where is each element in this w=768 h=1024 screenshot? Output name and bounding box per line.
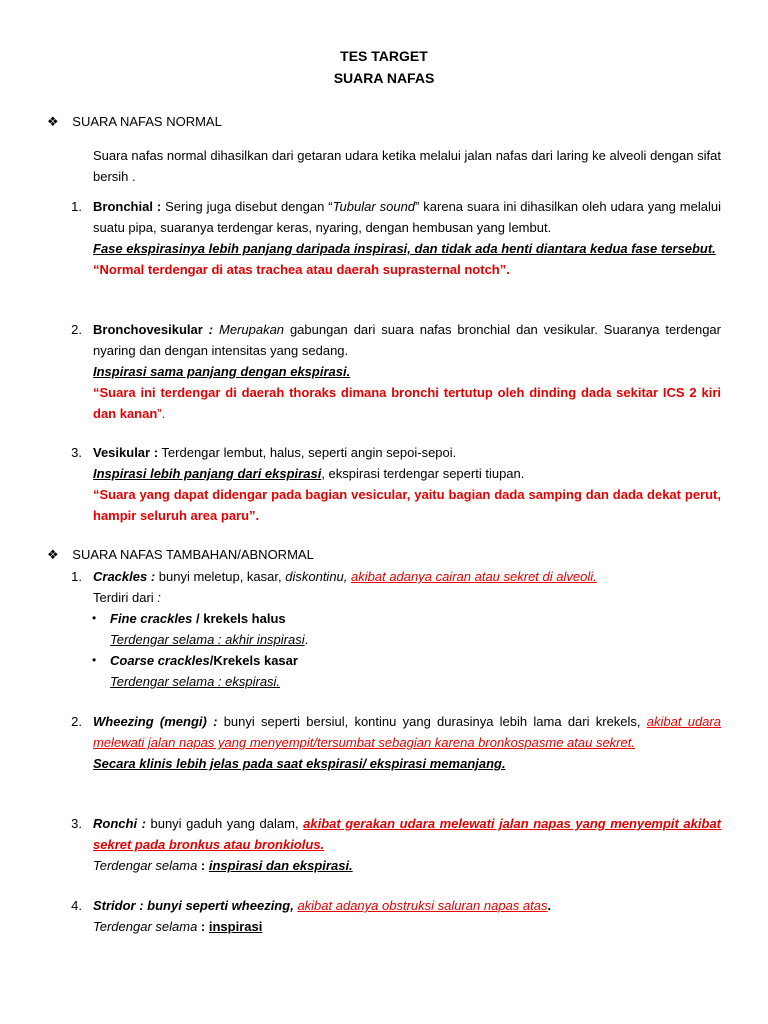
diamond-bullet-icon: ❖ <box>47 547 59 562</box>
list-number: 3. <box>71 445 82 460</box>
diamond-bullet-icon: ❖ <box>47 114 59 129</box>
crackles-description: Crackles : bunyi meletup, kasar, diskontinu, akibat adanya cairan atau sekret di alveoli. <box>93 569 597 584</box>
list-item-ronchi <box>93 813 721 876</box>
term-ronchi: Ronchi : <box>93 816 146 831</box>
subitem-coarse-crackles: Coarse crackles/Krekels kasar Terdengar selama : ekspirasi. <box>110 653 298 689</box>
term-wheezing: Wheezing (mengi) : <box>93 714 218 729</box>
ronchi-description: Ronchi : bunyi gaduh yang dalam, akibat gerakan udara melewati jalan napas yang menyempit akibat sekret pada bronkus atau bronkiolus. <box>93 816 721 852</box>
term-crackles: Crackles : <box>93 569 156 584</box>
stridor-heard: Terdengar selama : inspirasi <box>93 919 263 934</box>
section-heading-normal-label: SUARA NAFAS NORMAL <box>72 114 222 129</box>
bronchial-location: “Normal terdengar di atas trachea atau daerah suprasternal notch”. <box>93 262 510 277</box>
bronchovesikular-description: Bronchovesikular : Merupakan gabungan dari suara nafas bronchial dan vesikular. Suaranya terdengar nyaring dan dengan intensitas yang sedang. <box>93 322 721 358</box>
intro-paragraph: Suara nafas normal dihasilkan dari getaran udara ketika melalui jalan nafas dari laring ke alveoli dengan sifat bersih . <box>93 148 721 184</box>
list-number: 3. <box>71 816 82 831</box>
stridor-description: Stridor : bunyi seperti wheezing, akibat adanya obstruksi saluran napas atas. <box>93 898 552 913</box>
section-heading-normal <box>47 111 222 132</box>
bullet-icon: • <box>92 611 97 625</box>
list-item-vesikular <box>93 442 721 526</box>
doc-title: TES TARGET <box>340 48 428 64</box>
list-item-bronchial <box>93 196 721 280</box>
term-bronchial: Bronchial : <box>93 199 162 214</box>
bullet-icon: • <box>92 653 97 667</box>
term-bronchovesikular: Bronchovesikular <box>93 322 203 337</box>
vesikular-location: “Suara yang dapat didengar pada bagian vesicular, yaitu bagian dada samping dan dada dekat perut, hampir seluruh area paru”. <box>93 487 721 523</box>
subitem-fine-crackles: Fine crackles / krekels halus Terdengar selama : akhir inspirasi. <box>110 611 309 647</box>
section-heading-abnormal-label: SUARA NAFAS TAMBAHAN/ABNORMAL <box>72 547 314 562</box>
wheezing-emphasis: Secara klinis lebih jelas pada saat ekspirasi/ ekspirasi memanjang. <box>93 756 506 771</box>
term-vesikular: Vesikular : <box>93 445 159 460</box>
bronchial-emphasis: Fase ekspirasinya lebih panjang daripada inspirasi, dan tidak ada henti diantara kedua fase tersebut. <box>93 241 716 256</box>
list-number: 2. <box>71 322 82 337</box>
list-item-wheezing <box>93 711 721 774</box>
crackles-consists-label: Terdiri dari : <box>93 590 161 605</box>
vesikular-description: Vesikular : Terdengar lembut, halus, seperti angin sepoi-sepoi. <box>93 445 457 460</box>
list-item-bronchovesikular <box>93 319 721 424</box>
vesikular-emphasis: Inspirasi lebih panjang dari ekspirasi, ekspirasi terdengar seperti tiupan. <box>93 466 525 481</box>
list-number: 2. <box>71 714 82 729</box>
ronchi-heard: Terdengar selama : inspirasi dan ekspirasi. <box>93 858 353 873</box>
term-stridor: Stridor : bunyi seperti wheezing, <box>93 898 294 913</box>
bronchial-description: Bronchial : Sering juga disebut dengan “Tubular sound” karena suara ini dihasilkan oleh udara yang melalui suatu pipa, suaranya terdengar keras, nyaring, dengan hembusan yang lembut. <box>93 199 721 235</box>
list-number: 1. <box>71 199 82 214</box>
section-heading-abnormal <box>47 544 314 565</box>
list-number: 4. <box>71 898 82 913</box>
bronchovesikular-emphasis: Inspirasi sama panjang dengan ekspirasi. <box>93 364 351 379</box>
list-number: 1. <box>71 569 82 584</box>
bronchovesikular-location: “Suara ini terdengar di daerah thoraks dimana bronchi tertutup oleh dinding dada sekitar ICS 2 kiri dan kanan”. <box>93 385 721 421</box>
list-item-stridor <box>93 895 721 937</box>
list-item-crackles <box>93 566 721 608</box>
doc-subtitle: SUARA NAFAS <box>333 70 435 86</box>
wheezing-description: Wheezing (mengi) : bunyi seperti bersiul, kontinu yang durasinya lebih lama dari krekels, akibat udara melewati jalan napas yang menyempit/tersumbat sebagian karena bronkospasme atau sekret. <box>93 714 721 750</box>
